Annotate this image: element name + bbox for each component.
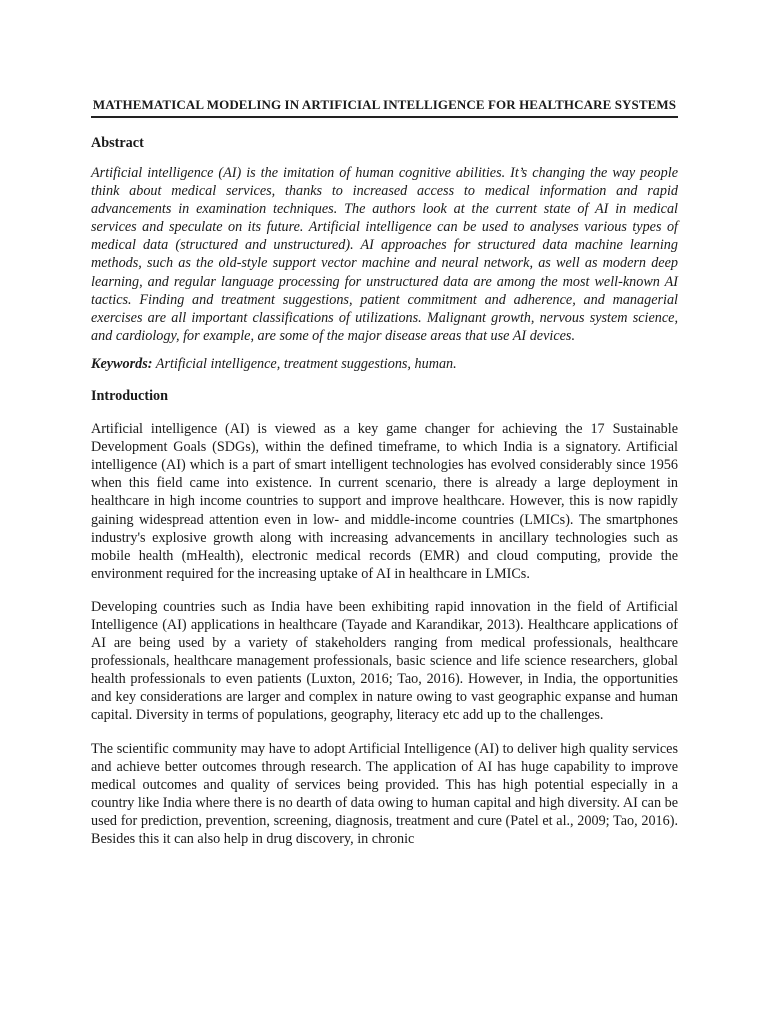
document-page	[91, 0, 678, 848]
title-divider	[91, 116, 678, 118]
body-paragraph: Artificial intelligence (AI) is viewed as a key game changer for achieving the 17 Sustainable Development Goals (SDGs), within the defined timeframe, to which India is a signatory. Artificial intelligence (AI) which is a part of smart intelligent technologies has evolved considerably since 1956 when this field came into existence. In current scenario, there is already a large deployment in healthcare in high income countries to support and improve healthcare. However, this is now rapidly gaining widespread attention even in low- and middle-income countries (LMICs). The smartphones industry's explosive growth along with increasing advancements in ancillary technologies such as mobile health (mHealth), electronic medical records (EMR) and cloud computing, provide the environment required for the increasing uptake of AI in healthcare in LMICs.	[91, 421, 678, 582]
keywords-label: Keywords:	[91, 355, 153, 372]
body-paragraph: The scientific community may have to adopt Artificial Intelligence (AI) to deliver high quality services and achieve better outcomes through research. The application of AI has huge capability to improve medical outcomes and quality of services being provided. This has high potential especially in a country like India where there is no dearth of data owing to human capital and high diversity. AI can be used for prediction, prevention, screening, diagnosis, treatment and cure (Patel et al., 2009; Tao, 2016). Besides this it can also help in drug discovery, in chronic	[91, 740, 678, 847]
body-paragraph: Developing countries such as India have been exhibiting rapid innovation in the field of Artificial Intelligence (AI) applications in healthcare (Tayade and Karandikar, 2013). Healthcare applications of AI are being used by a variety of stakeholders ranging from medical professionals, healthcare professionals, healthcare management professionals, basic science and life science researchers, global health professionals to even patients (Luxton, 2016; Tao, 2016). However, in India, the opportunities and key considerations are larger and complex in nature owing to vast geographic expanse and human capital. Diversity in terms of populations, geography, literacy etc add up to the challenges.	[91, 598, 678, 724]
abstract-heading: Abstract	[91, 135, 144, 151]
paper-title: MATHEMATICAL MODELING IN ARTIFICIAL INTELLIGENCE FOR HEALTHCARE SYSTEMS	[92, 97, 677, 112]
keywords-line	[91, 355, 678, 373]
introduction-heading: Introduction	[91, 388, 168, 405]
keywords-text: Artificial intelligence, treatment suggestions, human.	[152, 355, 457, 372]
abstract-text: Artificial intelligence (AI) is the imitation of human cognitive abilities. It’s changing the way people think about medical services, thanks to increased access to medical information and rapid advancements in examination techniques. The authors look at the current state of AI in medical services and speculate on its future. Artificial intelligence can be used to analyses various types of medical data (structured and unstructured). AI approaches for structured data machine learning methods, such as the old-style support vector machine and neural network, as well as modern deep learning, and regular language processing for unstructured data are among the most well-known AI tactics. Finding and treatment suggestions, patient commitment and adherence, and managerial exercises are all important classifications of utilizations. Malignant growth, nervous system science, and cardiology, for example, are some of the major disease areas that use AI devices.	[91, 165, 678, 344]
